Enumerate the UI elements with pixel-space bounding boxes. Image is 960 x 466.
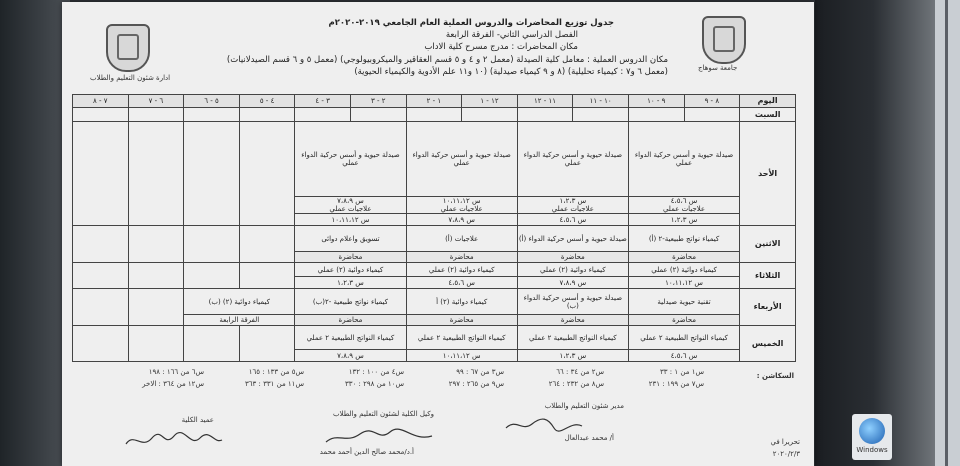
thursday-slot-1: كيمياء النواتج الطبيعية ٢ عملي	[628, 326, 739, 350]
dean-title: عميد الكلية	[181, 416, 214, 424]
tuesday-slot-4: كيمياء دوائية (٢) عملي	[295, 263, 406, 277]
wednesday-lecture-3: محاضرة	[406, 315, 517, 326]
sunday-slot-2-title: صيدلة حيوية و أسس حركية الدواء عملي	[517, 122, 628, 197]
section-12: س١٢ من ٣٦٤ : الاخر	[142, 380, 204, 388]
date-value: ٢٠٢٠/٢/٣	[772, 450, 800, 458]
column-header: ١ - ٢	[406, 95, 462, 108]
department-caption: ادارة شئون التعليم والطلاب	[90, 74, 171, 82]
table-row	[73, 122, 796, 146]
background-left	[0, 0, 70, 466]
vice-dean-title: وكيل الكلية لشئون التعليم والطلاب	[332, 410, 434, 418]
tuesday-group-4: س ١،٢،٣	[295, 277, 406, 289]
sections-label: السكاشن :	[756, 372, 794, 380]
sunday-slot-2-group: س ١،٢،٣ علاجيات عملي	[517, 197, 628, 214]
lab-place-1: مكان الدروس العملية : معامل كلية الصيدلة (معمل ٢ و ٤ و ٥ قسم العقاقير والميكروبيولوجي) (معمل ٥ و ٦ قسم الصيدلانيات)	[226, 55, 668, 65]
column-header: ٢ - ٣	[350, 95, 406, 108]
thursday-group-2: س ١،٢،٣	[517, 350, 628, 362]
vice-dean-signature	[324, 428, 434, 444]
section-7: س٧ من ١٩٩ : ٢٣١	[648, 380, 704, 388]
director-signature	[504, 416, 584, 432]
sunday-slot-1-group-b: س ١،٢،٣	[628, 214, 739, 226]
wednesday-slot-3: كيمياء دوائية (٢) أ	[406, 289, 517, 315]
monday-slot-1: كيمياء نواتج طبيعية-٢ (أ)	[628, 226, 739, 252]
tuesday-group-3: س ٤،٥،٦	[406, 277, 517, 289]
monday-lecture-2: محاضرة	[517, 252, 628, 263]
dean-signature	[124, 430, 224, 446]
date-label: تحريرا في	[770, 438, 800, 446]
wednesday-slot-5: كيمياء دوائية (٢) (ب)	[184, 289, 295, 315]
sunday-slot-4-group: س ٧،٨،٩ علاجيات عملي	[295, 197, 406, 214]
section-8: س٨ من ٢٣٢ : ٢٦٤	[548, 380, 604, 388]
sunday-slot-3-title: صيدلة حيوية و أسس حركية الدواء عملي	[406, 122, 517, 197]
sunday-slot-4-title: صيدلة حيوية و أسس حركية الدواء عملي	[295, 122, 406, 197]
section-6: س٦ من ١٦٦ : ١٩٨	[148, 368, 204, 376]
wednesday-slot-1: تقنية حيوية صيدلية	[628, 289, 739, 315]
tuesday-slot-3: كيمياء دوائية (٢) عملي	[406, 263, 517, 277]
column-header: ٨ - ٩	[684, 95, 740, 108]
vice-dean-name: أ.د/محمد صالح الدين أحمد محمد	[319, 448, 414, 456]
sunday-slot-2-group-b: س ٤،٥،٦	[517, 214, 628, 226]
university-logo	[702, 16, 746, 64]
section-3: س٣ من ٦٧ : ٩٩	[456, 368, 504, 376]
table-row	[73, 326, 796, 350]
day-saturday: السبت	[740, 108, 796, 122]
sunday-slot-3-group: س ١٠،١١،١٢ علاجيات عملي	[406, 197, 517, 214]
thursday-slot-2: كيمياء النواتج الطبيعية ٢ عملي	[517, 326, 628, 350]
section-11: س١١ من ٣٣١ : ٣٦٣	[245, 380, 304, 388]
sunday-slot-4-group-b: س ١٠،١١،١٢	[295, 214, 406, 226]
background-right	[815, 0, 960, 466]
windows-logo-icon	[859, 418, 885, 444]
schedule-table	[72, 94, 796, 362]
day-sunday: الأحد	[740, 122, 796, 226]
column-header: ٦ - ٧	[128, 95, 184, 108]
wednesday-lecture-4: محاضرة	[295, 315, 406, 326]
column-header: ٤ - ٥	[239, 95, 295, 108]
column-header: ٩ - ١٠	[628, 95, 684, 108]
schedule-document	[62, 2, 814, 466]
day-monday: الاثنين	[740, 226, 796, 263]
lab-place-2: (معمل ٦ و٧ : كيمياء تحليلية) (٨ و ٩ كيمياء صيدلية) (١٠ و١١ علم الأدوية والكيمياء الحيوية)	[354, 67, 668, 77]
wednesday-slot-4: كيمياء نواتج طبيعية -٢(ب)	[295, 289, 406, 315]
table-row	[73, 226, 796, 252]
wednesday-lecture-1: محاضرة	[628, 315, 739, 326]
university-caption: جامعة سوهاج	[698, 64, 738, 72]
column-header: ٧ - ٨	[73, 95, 129, 108]
tuesday-group-2: س ٧،٨،٩	[517, 277, 628, 289]
wednesday-slot-2: صيدلة حيوية و أسس حركية الدواء (ب)	[517, 289, 628, 315]
tuesday-group-1: س ١٠،١١،١٢	[628, 277, 739, 289]
column-header: اليوم	[740, 95, 796, 108]
schedule-title: جدول توزيع المحاضرات والدروس العملية العام الجامعي ٢٠١٩-٢٠٢٠م	[328, 18, 614, 28]
monday-slot-4: تسويق واعلام دوائى	[295, 226, 406, 252]
windows-badge	[852, 414, 892, 460]
day-wednesday: الأربعاء	[740, 289, 796, 326]
column-header: ١١ - ١٢	[517, 95, 573, 108]
wednesday-class-label: الفرقة الرابعة	[184, 315, 295, 326]
monday-lecture-3: محاضرة	[406, 252, 517, 263]
section-9: س٩ من ٢٦٥ : ٢٩٧	[448, 380, 504, 388]
column-header: ١٢ - ١	[462, 95, 518, 108]
day-thursday: الخميس	[740, 326, 796, 362]
faculty-logo	[106, 24, 150, 72]
thursday-group-3: س ١٠،١١،١٢	[406, 350, 517, 362]
director-title: مدير شئون التعليم والطلاب	[544, 402, 624, 410]
section-4: س٤ من ١٠٠ : ١٣٢	[348, 368, 404, 376]
section-10: س١٠ من ٢٩٨ : ٣٣٠	[345, 380, 404, 388]
thursday-slot-4: كيمياء النواتج الطبيعية ٢ عملي	[295, 326, 406, 350]
monday-lecture-4: محاضرة	[295, 252, 406, 263]
tuesday-slot-2: كيمياء دوائية (٢) عملي	[517, 263, 628, 277]
sunday-slot-1-title: صيدلة حيوية و أسس حركية الدواء عملي	[628, 122, 739, 197]
sunday-slot-3-group-b: س ٧،٨،٩	[406, 214, 517, 226]
section-1: س١ من ١ : ٣٣	[660, 368, 704, 376]
table-row	[73, 108, 796, 122]
day-tuesday: الثلاثاء	[740, 263, 796, 289]
thursday-group-1: س ٤،٥،٦	[628, 350, 739, 362]
thursday-group-4: س ٧،٨،٩	[295, 350, 406, 362]
monday-lecture-1: محاضرة	[628, 252, 739, 263]
lecture-place: مكان المحاضرات : مدرج مسرح كلية الاداب	[424, 42, 578, 52]
monday-slot-2: صيدلة حيوية و أسس حركية الدواء (أ)	[517, 226, 628, 252]
schedule-subtitle: الفصل الدراسي الثاني- الفرقة الرابعة	[445, 30, 578, 40]
section-2: س٢ من ٣٤ : ٦٦	[556, 368, 604, 376]
windows-badge-label: Windows	[856, 446, 888, 454]
column-header: ١٠ - ١١	[573, 95, 629, 108]
table-row	[73, 263, 796, 277]
column-header: ٣ - ٤	[295, 95, 351, 108]
wednesday-lecture-2: محاضرة	[517, 315, 628, 326]
director-name: أ/ محمد عبدالعال	[564, 434, 614, 442]
table-header-row	[73, 95, 796, 108]
column-header: ٥ - ٦	[184, 95, 240, 108]
monday-slot-3: علاجيات (أ)	[406, 226, 517, 252]
table-row	[73, 289, 796, 315]
sunday-slot-1-group: س ٤،٥،٦ علاجيات عملي	[628, 197, 739, 214]
tuesday-slot-1: كيمياء دوائية (٢) عملي	[628, 263, 739, 277]
thursday-slot-3: كيمياء النواتج الطبيعية ٢ عملي	[406, 326, 517, 350]
section-5: س٥ من ١٣٣ : ١٦٥	[248, 368, 304, 376]
